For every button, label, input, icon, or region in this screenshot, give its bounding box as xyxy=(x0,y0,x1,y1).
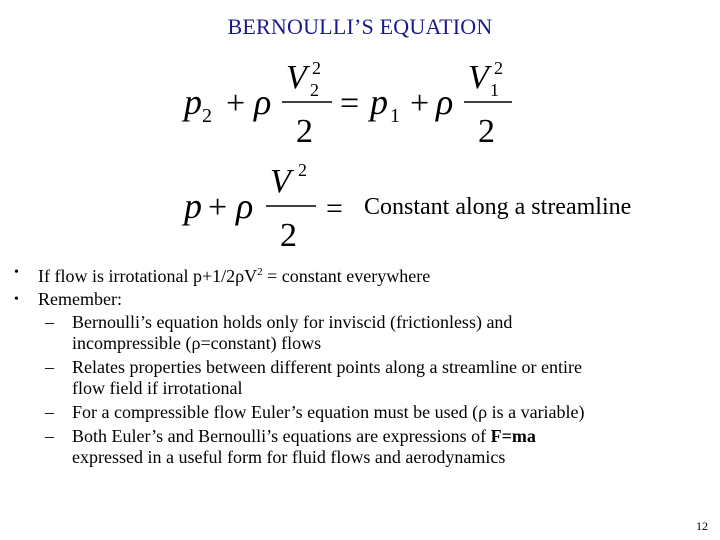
eq2-p: p xyxy=(184,186,202,226)
bullet-dot-icon: • xyxy=(14,265,19,280)
eq1-denom-2: 2 xyxy=(478,113,495,150)
eq1-p2: p xyxy=(184,82,202,122)
eq2-v: V xyxy=(270,163,291,200)
eq2-equals: = xyxy=(326,192,343,225)
dash-icon: – xyxy=(45,357,54,377)
eq1-denom-1: 2 xyxy=(296,113,313,150)
eq1-v1-sq: 2 xyxy=(494,58,503,78)
eq1-plus-1: + xyxy=(226,85,246,122)
slide-title: BERNOULLI’S EQUATION xyxy=(227,14,493,39)
eq1-rho-2: ρ xyxy=(436,82,454,122)
subbullet-1-line2-pre: incompressible ( xyxy=(72,333,192,353)
subbullet-1-rho: ρ xyxy=(191,333,201,353)
subbullet-fma xyxy=(14,426,714,468)
eq1-p2-sub: 2 xyxy=(202,105,212,127)
eq2-v-sq: 2 xyxy=(298,160,307,180)
subbullet-2-line2: flow field if irrotational xyxy=(72,378,243,398)
dash-icon: – xyxy=(45,402,54,422)
eq1-v2-sq: 2 xyxy=(312,58,321,78)
eq1-plus-2: + xyxy=(410,85,430,122)
subbullet-relates xyxy=(14,357,714,399)
bullet-list xyxy=(14,262,714,471)
subbullet-3-post: is a variable) xyxy=(487,402,585,422)
subbullet-inviscid xyxy=(14,312,714,354)
bullet-1-rho: ρ xyxy=(235,266,245,286)
bullet-2-text: Remember: xyxy=(38,289,122,309)
bernoulli-equation-two-points xyxy=(178,56,518,157)
eq1-equals: = xyxy=(340,85,360,122)
eq1-v2-sub: 2 xyxy=(310,80,319,100)
subbullet-compressible xyxy=(14,402,714,423)
dash-icon: – xyxy=(45,426,54,446)
bullet-1-sup: 2 xyxy=(257,266,263,278)
eq1-rho-1: ρ xyxy=(254,82,272,122)
subbullet-1-line2-post: =constant) flows xyxy=(200,333,322,353)
constant-along-streamline-label: Constant along a streamline xyxy=(364,194,632,220)
bullet-1-v: V xyxy=(244,266,258,286)
eq1-v2: V xyxy=(286,59,307,96)
eq2-plus: + xyxy=(208,189,228,226)
subbullet-4-pre: Both Euler’s and Bernoulli’s equations are expressions of xyxy=(72,426,491,446)
eq1-v1-sub: 1 xyxy=(490,80,499,100)
subbullet-1-line1: Bernoulli’s equation holds only for inviscid (frictionless) and xyxy=(72,312,513,332)
bullet-1-pre: If flow is irrotational p+1/2 xyxy=(38,266,236,286)
bullet-irrotational xyxy=(14,262,714,287)
eq2-rho: ρ xyxy=(236,186,254,226)
subbullet-4-fma: F=ma xyxy=(490,426,536,446)
eq1-v1: V xyxy=(468,59,489,96)
page-number: 12 xyxy=(696,519,708,533)
eq1-p1: p xyxy=(370,82,388,122)
bernoulli-equation-streamline xyxy=(178,158,358,257)
subbullet-2-line1: Relates properties between different points along a streamline or entire xyxy=(72,357,582,377)
bullet-1-post: = constant everywhere xyxy=(262,266,431,286)
subbullet-3-rho: ρ xyxy=(478,402,488,422)
eq1-p1-sub: 1 xyxy=(390,105,400,127)
subbullet-3-pre: For a compressible flow Euler’s equation must be used ( xyxy=(72,402,479,422)
dash-icon: – xyxy=(45,312,54,332)
bullet-dot-icon: • xyxy=(14,292,19,307)
bullet-remember xyxy=(14,289,714,310)
subbullet-4-line2: expressed in a useful form for fluid flows and aerodynamics xyxy=(72,447,506,467)
eq2-denom: 2 xyxy=(280,217,297,252)
